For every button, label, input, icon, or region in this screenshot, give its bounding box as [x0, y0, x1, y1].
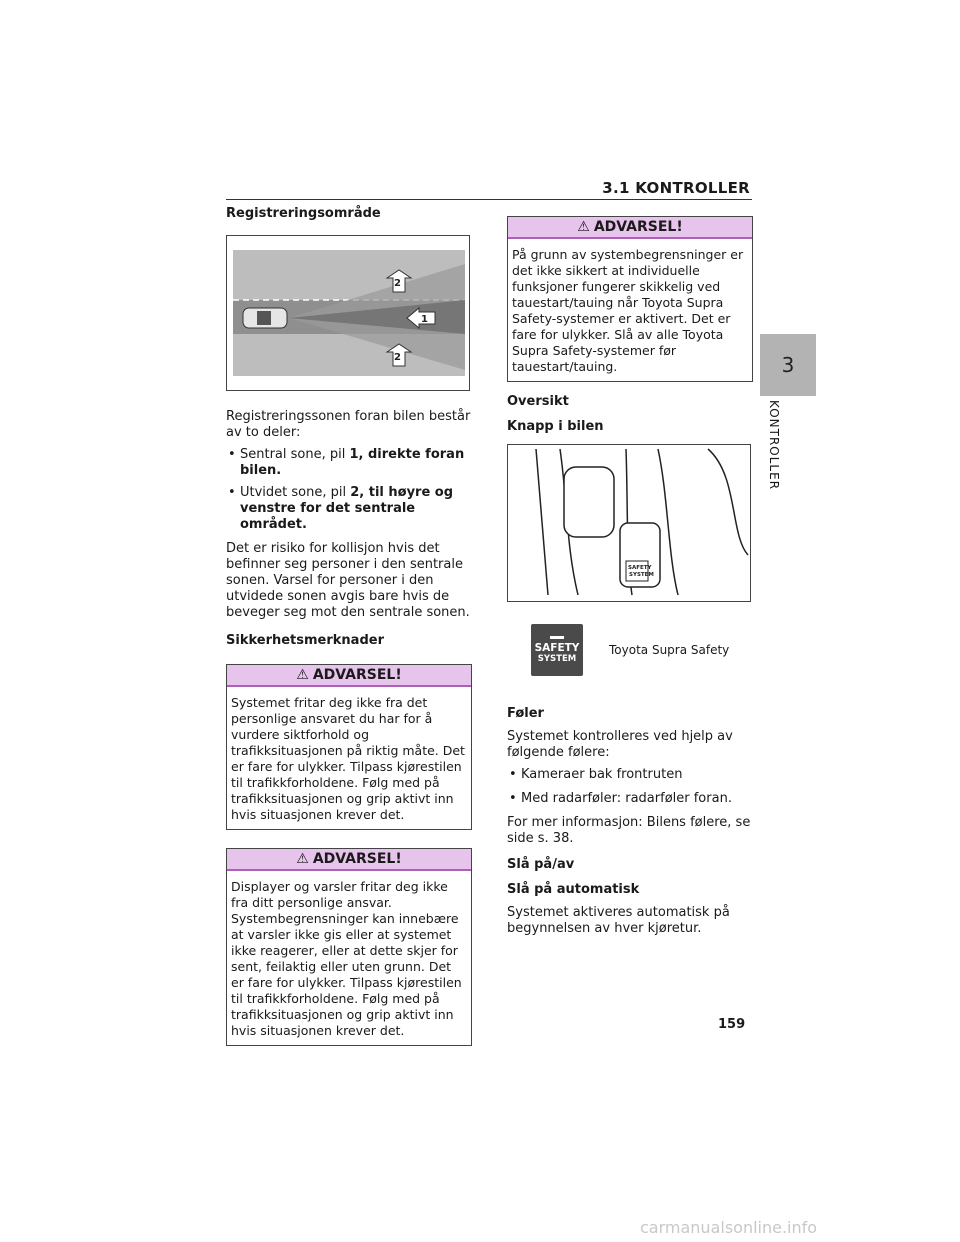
- page-number: 159: [718, 1017, 746, 1032]
- safety-system-icon: [531, 624, 583, 676]
- intro-text: Registreringssonen foran bilen består av to deler:: [226, 409, 471, 440]
- risk-text: Det er risiko for kollisjon hvis det befinner seg personer i den sentrale sonen. Varsel for personer i den utvidede sonen avgis bare hvis de beveger seg mot den sentrale sonen.: [226, 541, 470, 620]
- heading-auto: Slå på automatisk: [507, 882, 640, 897]
- icon-indicator-light: [550, 636, 564, 639]
- bullet-prefix: Sentral sone, pil: [240, 447, 350, 462]
- heading-sensor: Føler: [507, 706, 544, 721]
- warning-title: ADVARSEL!: [312, 667, 402, 683]
- warning-title: ADVARSEL!: [593, 219, 683, 235]
- arrow-label-2-bottom: 2: [394, 352, 401, 363]
- sensor-intro: Systemet kontrolleres ved hjelp av følgende følere:: [507, 729, 733, 760]
- warning-triangle-icon: ⚠: [296, 667, 309, 683]
- warning-header: [508, 217, 752, 239]
- list-item: [226, 485, 472, 533]
- watermark: carmanualsonline.info: [640, 1218, 818, 1237]
- warning-triangle-icon: ⚠: [577, 219, 590, 235]
- bullet-bold: 2, til høyre og venstre for det sentrale området.: [240, 485, 454, 532]
- photo-button-label-top: SAFETY: [628, 565, 652, 571]
- list-item: • Kameraer bak frontruten: [507, 767, 753, 783]
- warning-box: [226, 664, 472, 830]
- warning-header: [227, 849, 471, 871]
- auto-text: Systemet aktiveres automatisk på begynnelsen av hver kjøretur.: [507, 905, 730, 936]
- header-divider: [226, 199, 752, 200]
- icon-legend-row: [507, 624, 753, 676]
- chapter-tab[interactable]: 3: [760, 334, 816, 396]
- warning-box: [507, 216, 753, 382]
- button-photo: [507, 444, 751, 602]
- bullet-prefix: Utvidet sone, pil: [240, 485, 351, 500]
- heading-button: Knapp i bilen: [507, 419, 604, 434]
- icon-caption: Toyota Supra Safety: [609, 643, 730, 657]
- warning-triangle-icon: ⚠: [296, 851, 309, 867]
- warning-header: [227, 665, 471, 687]
- center-console-illustration: [508, 445, 750, 601]
- heading-safety: Sikkerhetsmerknader: [226, 633, 384, 648]
- left-column: [226, 206, 472, 1046]
- list-item: [226, 447, 472, 479]
- right-column: [507, 216, 753, 937]
- zone-illustration: [227, 236, 469, 390]
- chapter-label: KONTROLLER: [767, 400, 781, 491]
- warning-text: Systemet fritar deg ikke fra det personlige ansvaret du har for å vurdere siktforhold og trafikksituasjonen på riktig måte. Det er fare for ulykker. Tilpass kjørestilen til trafikkforholdene. Følg med på trafikksituasjonen og grip aktivt inn hvis situasjonen krever det.: [231, 695, 465, 822]
- zone-list: [226, 447, 472, 533]
- sensor-list: [507, 767, 753, 807]
- warning-text: Displayer og varsler fritar deg ikke fra ditt personlige ansvar. Systembegrensninger kan innebære at varsler ikke gis eller at systemet ikke reagerer, eller at dette skjer for sent, feilaktig eller uten grunn. Det er fare for ulykker. Tilpass kjørestilen til trafikkforholdene. Følg med på trafikksituasjonen og grip aktivt inn hvis situasjonen krever det.: [231, 879, 462, 1038]
- more-info-text: For mer informasjon: Bilens følere, se side s. 38.: [507, 815, 751, 846]
- warning-box: [226, 848, 472, 1046]
- icon-label-top: SAFETY: [534, 642, 580, 654]
- arrow-label-2-top: 2: [394, 278, 401, 289]
- heading-overview: Oversikt: [507, 394, 569, 409]
- warning-title: ADVARSEL!: [312, 851, 402, 867]
- section-header: 3.1 KONTROLLER: [602, 179, 750, 197]
- arrow-label-1: 1: [421, 314, 428, 325]
- photo-button-label-bottom: SYSTEM: [629, 572, 654, 578]
- bullet-bold: 1, direkte foran bilen.: [240, 447, 465, 478]
- warning-text: På grunn av systembegrensninger er det ikke sikkert at individuelle funksjoner fungerer skikkelig ved tauestart/tauing når Toyota Supra Safety-systemer er aktivert. Det er fare for ulykker. Slå av alle Toyota Supra Safety-systemer før tauestart/tauing.: [512, 247, 744, 374]
- icon-label-bottom: SYSTEM: [537, 654, 577, 664]
- list-item: • Med radarføler: radarføler foran.: [507, 791, 753, 807]
- detection-zone-diagram: [226, 235, 470, 391]
- heading-registration: Registreringsområde: [226, 206, 381, 221]
- heading-onoff: Slå på/av: [507, 857, 575, 872]
